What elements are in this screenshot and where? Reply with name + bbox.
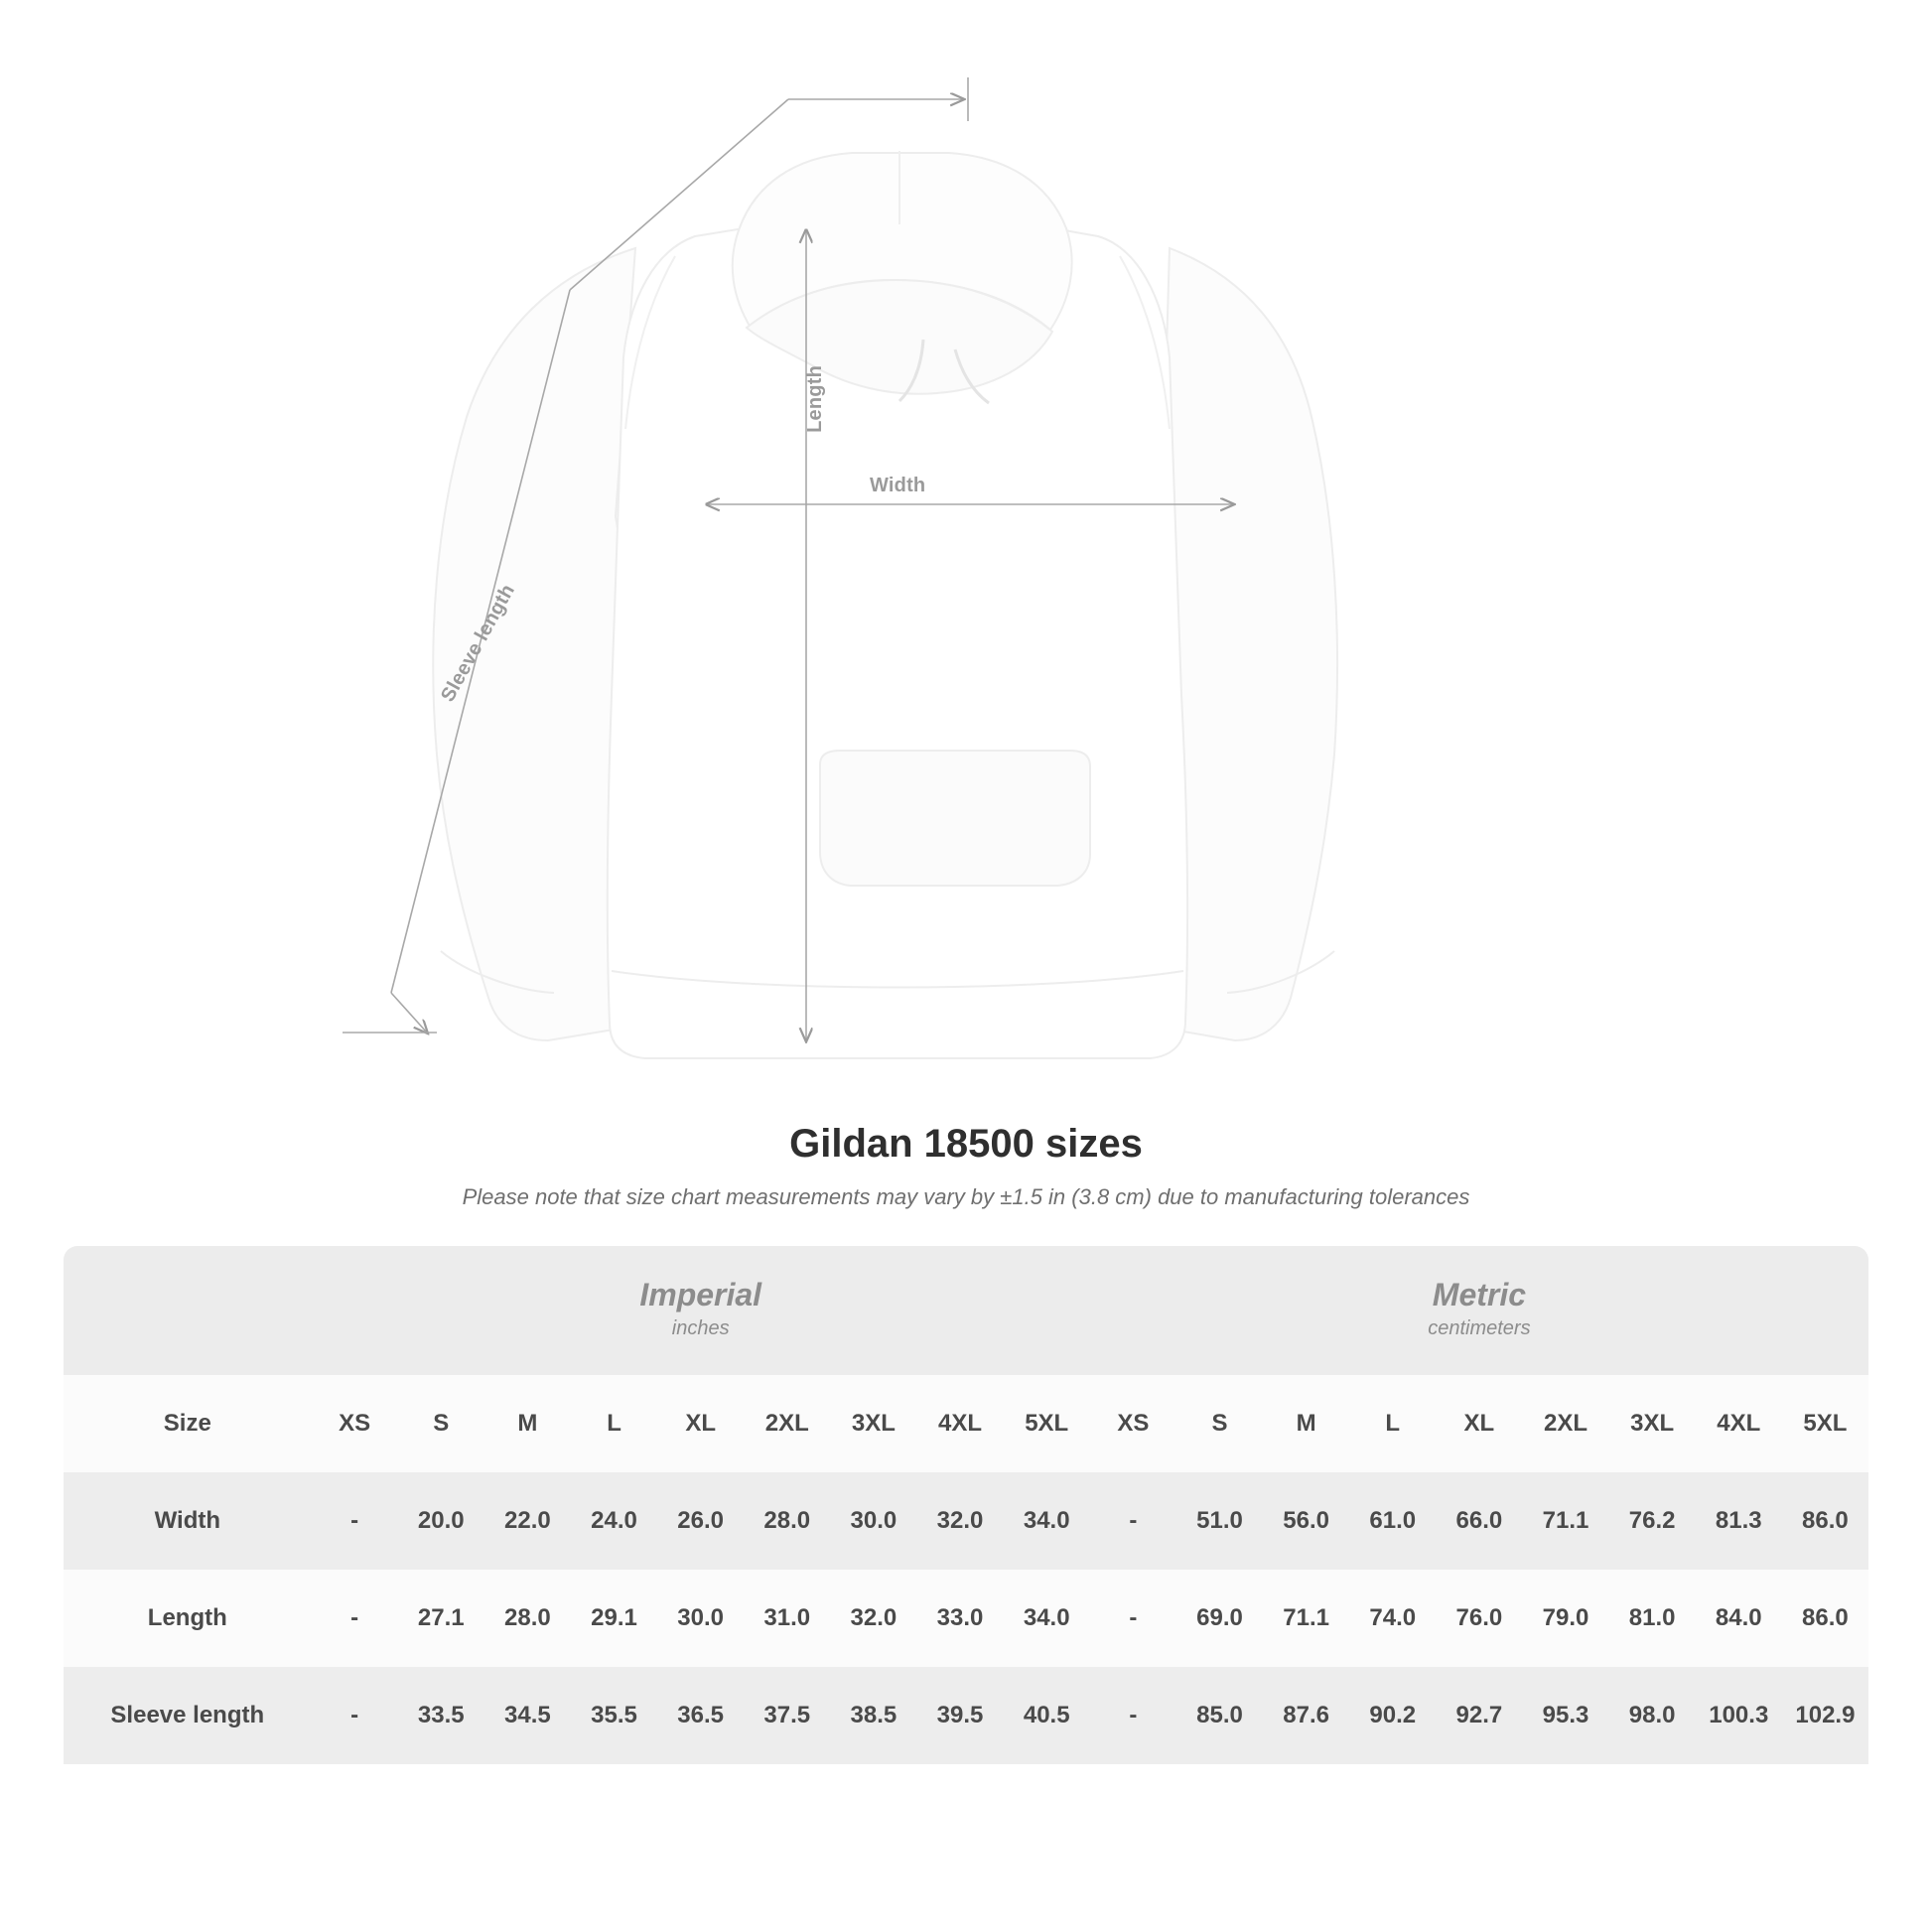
width-metric-xs: - — [1090, 1472, 1176, 1570]
length-imperial-s: 27.1 — [398, 1570, 484, 1667]
size-header-metric-l: L — [1349, 1375, 1436, 1472]
imperial-label: Imperial — [639, 1276, 762, 1312]
metric-sublabel: centimeters — [1428, 1317, 1531, 1340]
length-metric-4xl: 84.0 — [1696, 1570, 1782, 1667]
width-imperial-xs: - — [312, 1472, 398, 1570]
width-imperial-3xl: 30.0 — [830, 1472, 916, 1570]
size-header-imperial-4xl: 4XL — [916, 1375, 1003, 1472]
size-header-imperial-xs: XS — [312, 1375, 398, 1472]
width-imperial-5xl: 34.0 — [1004, 1472, 1090, 1570]
size-chart-table-wrap — [64, 1246, 1868, 1764]
sleeve-length-dimension-label: Sleeve length — [437, 580, 520, 706]
imperial-header-cell — [312, 1246, 1090, 1375]
width-metric-3xl: 76.2 — [1609, 1472, 1696, 1570]
width-metric-s: 51.0 — [1176, 1472, 1263, 1570]
length-imperial-m: 28.0 — [484, 1570, 571, 1667]
width-metric-l: 61.0 — [1349, 1472, 1436, 1570]
table-row-length — [64, 1570, 1868, 1667]
sleeve-metric-2xl: 95.3 — [1522, 1667, 1608, 1764]
size-header-imperial-3xl: 3XL — [830, 1375, 916, 1472]
length-imperial-4xl: 33.0 — [916, 1570, 1003, 1667]
size-header-imperial-m: M — [484, 1375, 571, 1472]
width-imperial-m: 22.0 — [484, 1472, 571, 1570]
size-header-metric-m: M — [1263, 1375, 1349, 1472]
length-metric-xl: 76.0 — [1436, 1570, 1522, 1667]
size-header-imperial-xl: XL — [657, 1375, 744, 1472]
size-header-metric-3xl: 3XL — [1609, 1375, 1696, 1472]
length-metric-5xl: 86.0 — [1782, 1570, 1868, 1667]
title-block — [0, 1122, 1932, 1210]
size-header-metric-5xl: 5XL — [1782, 1375, 1868, 1472]
sleeve-imperial-3xl: 38.5 — [830, 1667, 916, 1764]
sleeve-imperial-l: 35.5 — [571, 1667, 657, 1764]
sleeve-metric-4xl: 100.3 — [1696, 1667, 1782, 1764]
size-header-imperial-l: L — [571, 1375, 657, 1472]
length-dimension-label: Length — [804, 365, 826, 433]
tolerance-note: Please note that size chart measurements may vary by ±1.5 in (3.8 cm) due to manufacturing tolerances — [462, 1184, 1470, 1209]
width-imperial-xl: 26.0 — [657, 1472, 744, 1570]
sleeve-metric-s: 85.0 — [1176, 1667, 1263, 1764]
length-imperial-3xl: 32.0 — [830, 1570, 916, 1667]
units-header-spacer — [64, 1246, 312, 1375]
hoodie-garment — [433, 151, 1337, 1058]
size-header-label: Size — [64, 1375, 312, 1472]
sleeve-imperial-5xl: 40.5 — [1004, 1667, 1090, 1764]
row-label-width: Width — [64, 1472, 312, 1570]
size-header-imperial-2xl: 2XL — [744, 1375, 830, 1472]
sleeve-metric-m: 87.6 — [1263, 1667, 1349, 1764]
width-metric-m: 56.0 — [1263, 1472, 1349, 1570]
sleeve-metric-l: 90.2 — [1349, 1667, 1436, 1764]
page-title: Gildan 18500 sizes — [789, 1122, 1143, 1166]
row-label-length: Length — [64, 1570, 312, 1667]
sleeve-imperial-2xl: 37.5 — [744, 1667, 830, 1764]
sleeve-metric-5xl: 102.9 — [1782, 1667, 1868, 1764]
size-header-metric-2xl: 2XL — [1522, 1375, 1608, 1472]
size-header-imperial-s: S — [398, 1375, 484, 1472]
length-metric-l: 74.0 — [1349, 1570, 1436, 1667]
length-metric-s: 69.0 — [1176, 1570, 1263, 1667]
sleeve-imperial-s: 33.5 — [398, 1667, 484, 1764]
length-metric-3xl: 81.0 — [1609, 1570, 1696, 1667]
size-header-metric-s: S — [1176, 1375, 1263, 1472]
units-header-row — [64, 1246, 1868, 1375]
size-header-metric-xs: XS — [1090, 1375, 1176, 1472]
width-imperial-l: 24.0 — [571, 1472, 657, 1570]
size-header-row — [64, 1375, 1868, 1472]
width-imperial-2xl: 28.0 — [744, 1472, 830, 1570]
length-imperial-2xl: 31.0 — [744, 1570, 830, 1667]
sleeve-imperial-4xl: 39.5 — [916, 1667, 1003, 1764]
length-metric-xs: - — [1090, 1570, 1176, 1667]
table-row-sleeve-length — [64, 1667, 1868, 1764]
sleeve-imperial-m: 34.5 — [484, 1667, 571, 1764]
sleeve-metric-3xl: 98.0 — [1609, 1667, 1696, 1764]
length-metric-2xl: 79.0 — [1522, 1570, 1608, 1667]
imperial-sublabel: inches — [671, 1317, 730, 1340]
length-metric-m: 71.1 — [1263, 1570, 1349, 1667]
table-row-width — [64, 1472, 1868, 1570]
width-dimension-label: Width — [870, 475, 926, 496]
sleeve-imperial-xl: 36.5 — [657, 1667, 744, 1764]
metric-header-cell — [1090, 1246, 1868, 1375]
size-chart-table — [64, 1246, 1868, 1764]
width-metric-xl: 66.0 — [1436, 1472, 1522, 1570]
length-imperial-5xl: 34.0 — [1004, 1570, 1090, 1667]
width-imperial-4xl: 32.0 — [916, 1472, 1003, 1570]
size-header-metric-xl: XL — [1436, 1375, 1522, 1472]
metric-label: Metric — [1432, 1276, 1527, 1312]
length-imperial-xl: 30.0 — [657, 1570, 744, 1667]
size-header-metric-4xl: 4XL — [1696, 1375, 1782, 1472]
length-imperial-l: 29.1 — [571, 1570, 657, 1667]
sleeve-metric-xl: 92.7 — [1436, 1667, 1522, 1764]
width-imperial-s: 20.0 — [398, 1472, 484, 1570]
size-header-imperial-5xl: 5XL — [1004, 1375, 1090, 1472]
width-metric-2xl: 71.1 — [1522, 1472, 1608, 1570]
row-label-sleeve-length: Sleeve length — [64, 1667, 312, 1764]
width-metric-4xl: 81.3 — [1696, 1472, 1782, 1570]
width-metric-5xl: 86.0 — [1782, 1472, 1868, 1570]
length-imperial-xs: - — [312, 1570, 398, 1667]
sleeve-metric-xs: - — [1090, 1667, 1176, 1764]
sleeve-imperial-xs: - — [312, 1667, 398, 1764]
